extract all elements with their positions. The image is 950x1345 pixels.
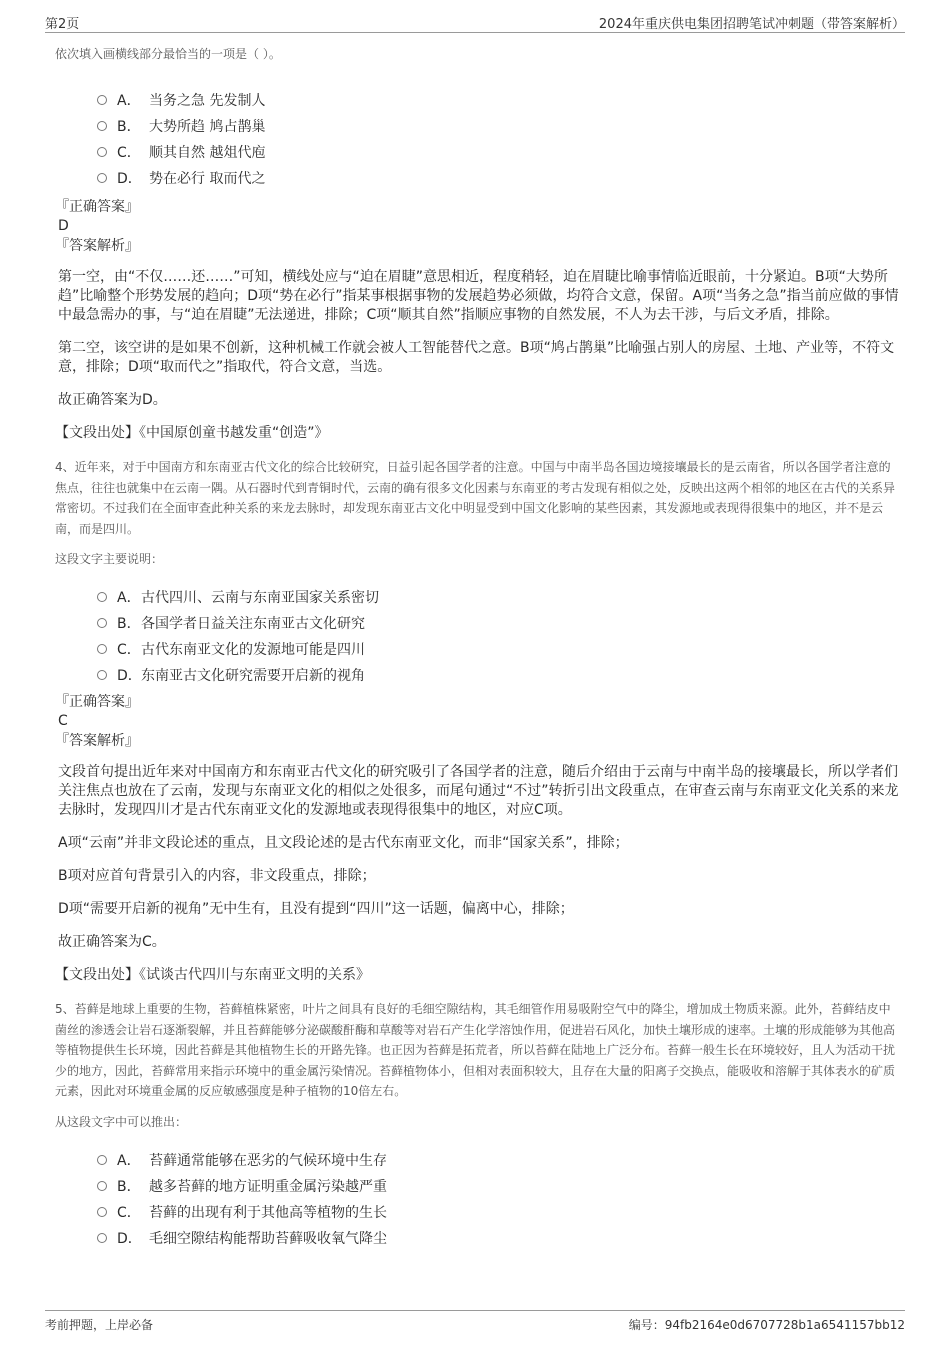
page-footer [45, 1310, 905, 1333]
q4-answer: C [58, 713, 68, 729]
q5-option-b[interactable]: B． 越多苔藓的地方证明重金属污染越严重 [97, 1174, 900, 1200]
q5-prompt: 从这段文字中可以推出： [55, 1114, 188, 1129]
q3-option-a[interactable]: A． 当务之急 先发制人 [97, 88, 900, 114]
radio-icon[interactable] [97, 592, 107, 602]
radio-icon[interactable] [97, 1207, 107, 1217]
q4-option-a[interactable]: A．古代四川、云南与东南亚国家关系密切 [97, 585, 900, 611]
q3-option-d[interactable]: D． 势在必行 取而代之 [97, 166, 900, 192]
radio-icon[interactable] [97, 644, 107, 654]
q4-option-c[interactable]: C．古代东南亚文化的发源地可能是四川 [97, 637, 900, 663]
q4-option-d[interactable]: D．东南亚古文化研究需要开启新的视角 [97, 663, 900, 689]
q4-option-b[interactable]: B．各国学者日益关注东南亚古文化研究 [97, 611, 900, 637]
q5-options [55, 1148, 900, 1252]
q4-source: 【文段出处】《试谈古代四川与东南亚文明的关系》 [55, 967, 370, 983]
radio-icon[interactable] [97, 670, 107, 680]
footer-slogan: 考前押题，上岸必备 [45, 1318, 154, 1332]
q4-answer-label: 『正确答案』 [55, 694, 139, 710]
q4-analysis-p1: 文段首句提出近年来对中国南方和东南亚古代文化的研究吸引了各国学者的注意，随后介绍由于云南与中南半岛的接壤最长，所以学者们关注焦点也放在了云南，发现与东南亚文化的相似之处很多，而尾句通过“不过”转折引出文段重点，在审查云南与东南亚文化关系的来龙去脉时，发现四川才是古代东南亚文化的发源地或表现得很集中的地区，对应C项。 [58, 764, 899, 818]
q5-option-d[interactable]: D． 毛细空隙结构能帮助苔藓吸收氧气降尘 [97, 1226, 900, 1252]
q3-analysis-p2: 第二空，该空讲的是如果不创新，这种机械工作就会被人工智能替代之意。B项“鸠占鹊巢”比喻强占别人的房屋、土地、产业等，不符文意，排除；D项“取而代之”指取代，符合文意，当选。 [58, 340, 895, 375]
radio-icon[interactable] [97, 618, 107, 628]
q4-analysis-p5: 故正确答案为C。 [58, 934, 166, 950]
q3-options [55, 88, 900, 192]
q4-prompt: 这段文字主要说明： [55, 552, 164, 566]
q3-intro: 依次填入画横线部分最恰当的一项是（ ）。 [55, 47, 281, 61]
radio-icon[interactable] [97, 95, 107, 105]
q4-question: 4、近年来，对于中国南方和东南亚古代文化的综合比较研究，日益引起各国学者的注意。中国与中南半岛各国边境接壤最长的是云南省，所以各国学者注意的焦点，往往也就集中在云南一隅。从石器时代到青铜时代，云南的确有很多文化因素与东南亚的考古发现有相似之处，反映出这两个相邻的地区在古代的关系异常密切。不过我们在全面审查此种关系的来龙去脉时，却发现东南亚古文化中明显受到中国文化影响的某些因素，其发源地或表现得很集中的地区，并不是云南，而是四川。 [55, 460, 896, 536]
page-number: 第2页 [45, 17, 80, 32]
q3-option-c[interactable]: C． 顺其自然 越俎代庖 [97, 140, 900, 166]
q4-analysis-p2: A项“云南”并非文段论述的重点，且文段论述的是古代东南亚文化，而非“国家关系”，排除； [58, 835, 629, 851]
radio-icon[interactable] [97, 173, 107, 183]
q5-option-c[interactable]: C． 苔藓的出现有利于其他高等植物的生长 [97, 1200, 900, 1226]
q3-analysis-p1: 第一空，由“不仅……还……”可知，横线处应与“迫在眉睫”意思相近，程度稍轻，迫在眉睫比喻事情临近眼前，十分紧迫。B项“大势所趋”比喻整个形势发展的趋向；D项“势在必行”指某事根据事物的发展趋势必须做，均符合文意，保留。A项“当务之急”指当前应做的事情中最急需办的事，与“迫在眉睫”无法递进，排除；C项“顺其自然”指顺应事物的自然发展，不人为去干涉，与后文矛盾，排除。 [58, 269, 899, 323]
q3-answer: D [58, 218, 69, 234]
q3-option-b[interactable]: B． 大势所趋 鸠占鹊巢 [97, 114, 900, 140]
document-title: 2024年重庆供电集团招聘笔试冲刺题（带答案解析） [598, 17, 905, 32]
q5-option-a[interactable]: A． 苔藓通常能够在恶劣的气候环境中生存 [97, 1148, 900, 1174]
q5-question: 5、苔藓是地球上重要的生物，苔藓植株紧密，叶片之间具有良好的毛细空隙结构，其毛细管作用易吸附空气中的降尘，增加成土物质来源。此外，苔藓结皮中菌丝的渗透会让岩石逐渐裂解，并且苔藓能够分泌碳酸酐酶和草酸等对岩石产生化学溶蚀作用，促进岩石风化，加快土壤形成的速率。土壤的形成能够为其他高等植物提供生长环境，因此苔藓是其他植物生长的开路先锋。也正因为苔藓是拓荒者，所以苔藓在陆地上广泛分布。苔藓一般生长在环境较好，且人为活动干扰少的地方，因此，苔藓常用来指示环境中的重金属污染情况。苔藓植物体小，但相对表面积较大，且存在大量的阳离子交换点，能吸收和溶解于其体表水的矿质元素，因此对环境重金属的反应敏感强度是种子植物的10倍左右。 [55, 1002, 896, 1098]
q3-answer-label: 『正确答案』 [55, 199, 139, 215]
radio-icon[interactable] [97, 147, 107, 157]
radio-icon[interactable] [97, 121, 107, 131]
q4-analysis-label: 『答案解析』 [55, 733, 139, 749]
q3-analysis-label: 『答案解析』 [55, 238, 139, 254]
q4-analysis-p3: B项对应首句背景引入的内容，非文段重点，排除； [58, 868, 376, 884]
radio-icon[interactable] [97, 1233, 107, 1243]
document-code: 编号：94fb2164e0d6707728b1a6541157bb12 [628, 1318, 905, 1332]
q3-source: 【文段出处】《中国原创童书越发重“创造”》 [55, 425, 329, 441]
page-header [45, 10, 905, 33]
q4-options [55, 585, 900, 689]
radio-icon[interactable] [97, 1155, 107, 1165]
page-content [55, 44, 900, 1252]
q3-analysis-p3: 故正确答案为D。 [58, 392, 167, 408]
radio-icon[interactable] [97, 1181, 107, 1191]
q4-analysis-p4: D项“需要开启新的视角”无中生有，且没有提到“四川”这一话题，偏离中心，排除； [58, 901, 574, 917]
